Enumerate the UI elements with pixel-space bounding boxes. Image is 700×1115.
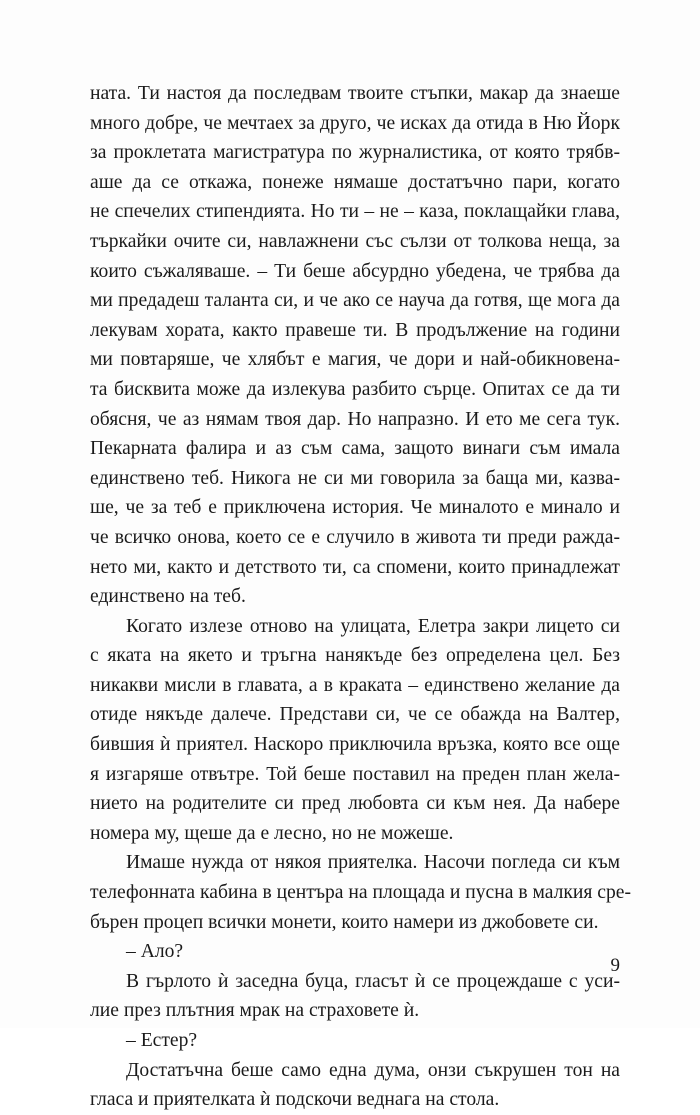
text-line: Имаше нужда от някоя приятелка. Насочи погледа си към (126, 852, 620, 874)
body-text (90, 79, 632, 1115)
text-line: търкайки очите си, навлажнени със сълзи от толкова неща, за (90, 230, 620, 252)
text-line: с яката на якето и тръгна нанякъде без определена цел. Без (90, 645, 620, 667)
text-line: никакви мисли в главата, а в краката – единствено желание да (90, 674, 620, 696)
text-line: много добре, че мечтаех за друго, че исках да отида в Ню Йорк (90, 112, 620, 134)
text-line: нето ми, както и детството ти, са спомени, които принадлежат (90, 556, 620, 578)
page-number: 9 (610, 955, 620, 976)
text-line: бившия ѝ приятел. Наскоро приключила връзка, която все още (90, 734, 620, 756)
text-line: единствено теб. Никога не си ми говорила за баща ми, казва- (90, 467, 620, 489)
text-line: Когато излезе отново на улицата, Елетра закри лицето си (126, 615, 620, 637)
text-line: бърен процеп всички монети, които намери из джобовете си. (90, 911, 599, 933)
text-line: аше да се откажа, понеже нямаше достатъчно пари, когато (90, 171, 620, 193)
text-line: не спечелих стипендията. Но ти – не – каза, поклащайки глава, (90, 201, 620, 223)
text-line: та бисквита може да излекува разбито сърце. Опитах се да ти (90, 378, 620, 400)
text-line: за проклетата магистратура по журналистика, от която трябв- (90, 142, 620, 164)
text-line: които съжаляваше. – Ти беше абсурдно убедена, че трябва да (90, 260, 620, 282)
text-line: че всичко онова, което се е случило в живота ти преди ражда- (90, 526, 620, 548)
text-line: телефонната кабина в центъра на площада и пусна в малкия сре- (90, 882, 632, 904)
text-line: ми предадеш таланта си, и че ако се науча да готвя, ще мога да (90, 290, 620, 312)
text-line: – Ало? (126, 941, 184, 963)
text-line: единствено на теб. (90, 586, 246, 608)
text-line: номера му, щеше да е лесно, но не можеше. (90, 822, 454, 844)
text-line: Пекарната фалира и аз съм сама, защото винаги съм имала (90, 438, 620, 460)
text-line: лие през плътния мрак на страховете ѝ. (90, 1000, 420, 1022)
text-line: – Естер? (126, 1030, 198, 1051)
text-line: ше, че за теб е приключена история. Че миналото е минало и (90, 497, 620, 519)
text-line: отиде някъде далече. Представи си, че се обажда на Валтер, (90, 704, 620, 726)
text-line: нието на родителите си пред любовта си към нея. Да набере (90, 793, 620, 815)
text-line: лекувам хората, както правеше ти. В продължение на години (90, 319, 620, 341)
text-line: обясня, че аз нямам твоя дар. Но напразно. И ето ме сега тук. (90, 408, 620, 430)
text-line: ми повтаряше, че хлябът е магия, че дори и най-обикновена- (90, 349, 620, 371)
text-line: я изгаряше отвътре. Той беше поставил на преден план жела- (90, 763, 620, 785)
text-line: гласа и приятелката ѝ подскочи веднага на стола. (90, 1089, 500, 1111)
text-line: В гърлото ѝ заседна буца, гласът ѝ се процеждаше с уси- (126, 970, 620, 992)
text-line: Достатъчна беше само една дума, онзи съкрушен тон на (126, 1059, 620, 1081)
text-line: ната. Ти настоя да последвам твоите стъпки, макар да знаеше (90, 83, 620, 104)
